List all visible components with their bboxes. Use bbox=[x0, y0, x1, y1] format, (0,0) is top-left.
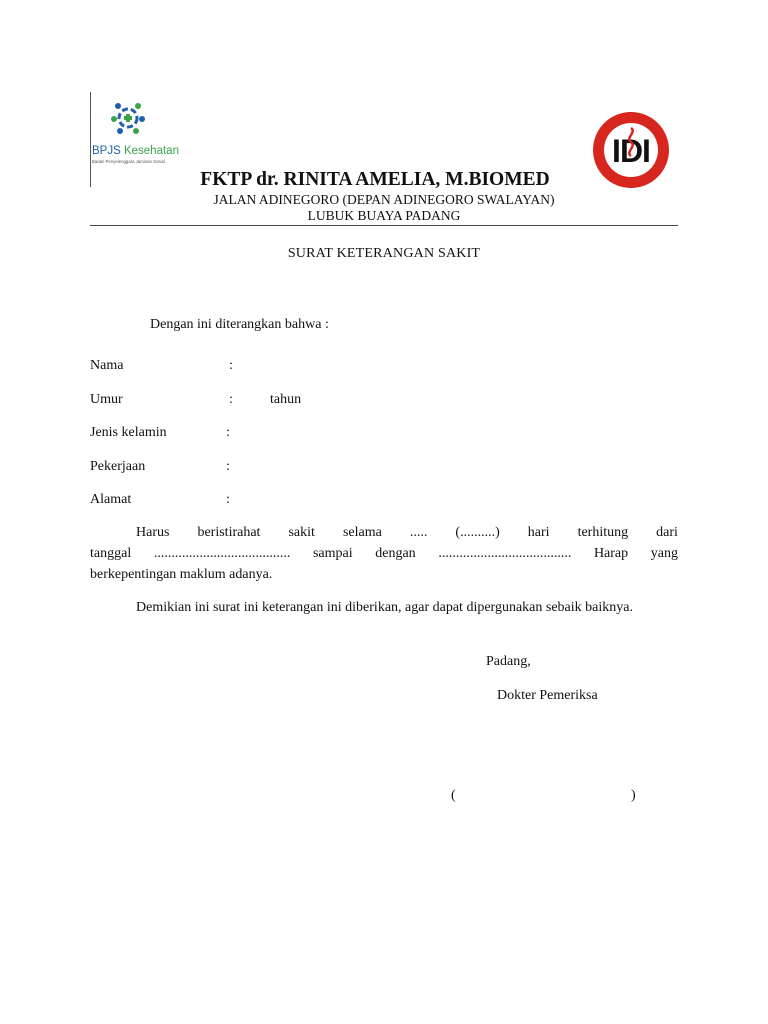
field-label-umur: Umur bbox=[90, 392, 123, 407]
paragraph-word: dengan bbox=[375, 546, 416, 561]
paragraph-word: selama bbox=[342, 525, 382, 540]
field-suffix-umur: tahun bbox=[270, 392, 302, 407]
clinic-name: FKTP dr. RINITA AMELIA, M.BIOMED bbox=[200, 169, 550, 190]
signature-place: Padang, bbox=[486, 654, 531, 669]
paragraph-line-1 bbox=[136, 525, 678, 541]
field-label-alamat: Alamat bbox=[90, 492, 132, 507]
field-label-jenis-kelamin: Jenis kelamin bbox=[90, 425, 167, 440]
paragraph-word: ...................................... bbox=[438, 546, 572, 561]
paragraph-word: ....................................... bbox=[153, 546, 291, 561]
signature-role: Dokter Pemeriksa bbox=[497, 688, 598, 703]
intro-text: Dengan ini diterangkan bahwa : bbox=[150, 317, 329, 332]
address-line-2: LUBUK BUAYA PADANG bbox=[307, 208, 461, 223]
paragraph-word: terhitung bbox=[577, 525, 629, 540]
address-line-1: JALAN ADINEGORO (DEPAN ADINEGORO SWALAYAN) bbox=[213, 192, 555, 207]
paragraph-word: (..........) bbox=[455, 525, 500, 540]
paragraph-line-2 bbox=[90, 546, 678, 562]
field-colon-nama: : bbox=[229, 358, 233, 373]
svg-text:IDI: IDI bbox=[612, 133, 650, 169]
bpjs-emblem-icon bbox=[111, 103, 145, 134]
paragraph-word: ..... bbox=[409, 525, 428, 540]
signature-paren-open: ( bbox=[451, 788, 456, 803]
bpjs-logo-subtext: Badan Penyelenggara Jaminan Sosial bbox=[92, 159, 165, 164]
paragraph-word: beristirahat bbox=[197, 525, 261, 540]
signature-paren-close: ) bbox=[631, 788, 636, 803]
field-colon-pekerjaan: : bbox=[226, 459, 230, 474]
closing-text: Demikian ini surat ini keterangan ini diberikan, agar dapat dipergunakan sebaik baiknya. bbox=[136, 600, 633, 615]
paragraph-word: tanggal bbox=[90, 546, 132, 561]
document-title: SURAT KETERANGAN SAKIT bbox=[287, 246, 481, 261]
paragraph-line-3: berkepentingan maklum adanya. bbox=[90, 567, 273, 582]
paragraph-word: sakit bbox=[288, 525, 315, 540]
paragraph-word: dari bbox=[656, 525, 678, 540]
field-colon-umur: : bbox=[229, 392, 233, 407]
paragraph-word: hari bbox=[527, 525, 550, 540]
paragraph-word: yang bbox=[650, 546, 678, 561]
header-divider bbox=[90, 225, 678, 226]
paragraph-word: sampai bbox=[312, 546, 353, 561]
bpjs-logo-text: BPJS Kesehatan bbox=[92, 145, 179, 157]
paragraph-word: Harus bbox=[136, 525, 170, 540]
field-colon-jenis-kelamin: : bbox=[226, 425, 230, 440]
field-label-nama: Nama bbox=[90, 358, 124, 373]
field-colon-alamat: : bbox=[226, 492, 230, 507]
paragraph-word: Harap bbox=[593, 546, 629, 561]
field-label-pekerjaan: Pekerjaan bbox=[90, 459, 146, 474]
